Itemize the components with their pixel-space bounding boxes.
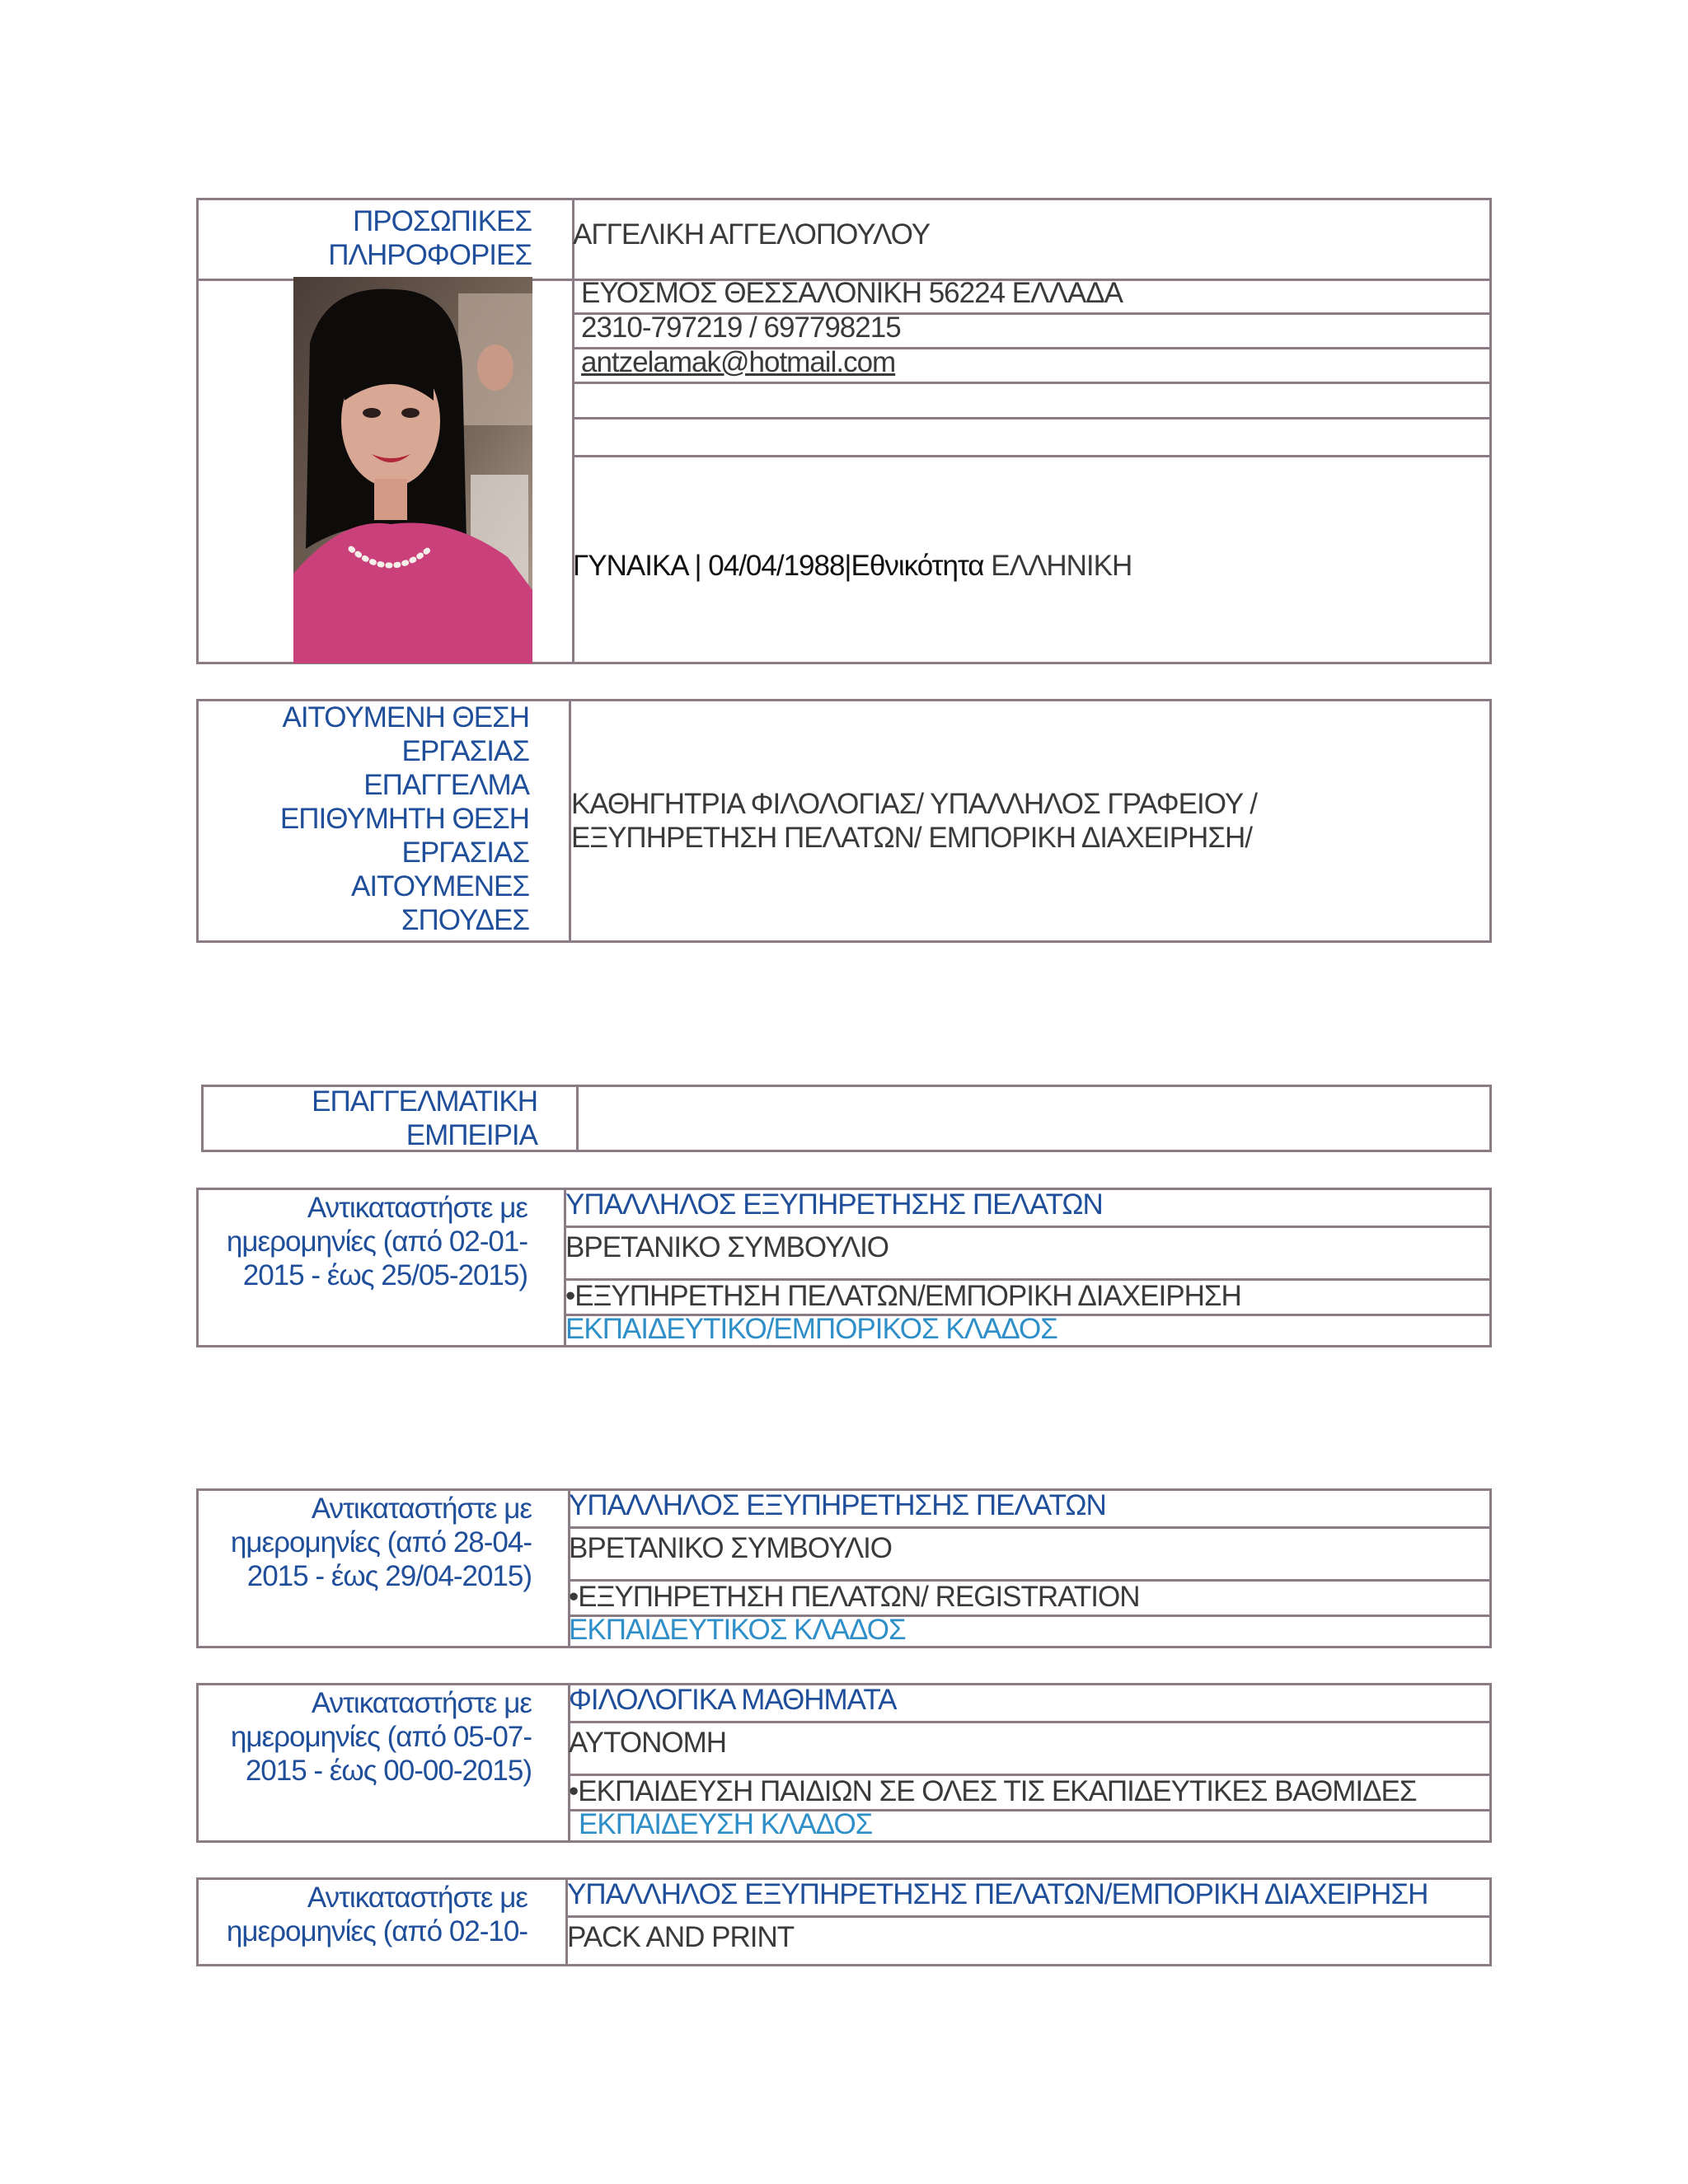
experience-label-line: ΕΜΠΕΙΡΙΑ <box>406 1119 537 1151</box>
job-title: ΥΠΑΛΛΗΛΟΣ ΕΞΥΠΗΡΕΤΗΣΗΣ ΠΕΛΑΤΩΝ/ΕΜΠΟΡΙΚΗ ΔΙΑΧΕΙΡΗΣΗ <box>567 1878 1428 1910</box>
job-dates <box>198 1686 532 1788</box>
job-title: ΥΠΑΛΛΗΛΟΣ ΕΞΥΠΗΡΕΤΗΣΗΣ ΠΕΛΑΤΩΝ <box>565 1188 1103 1221</box>
job-employer: ΒΡΕΤΑΝΙΚΟ ΣΥΜΒΟΥΛΙΟ <box>565 1231 889 1263</box>
job-employer: ΑΥΤΟΝΟΜΗ <box>569 1727 726 1759</box>
experience-label-line: ΕΠΑΓΓΕΛΜΑΤΙΚΗ <box>312 1085 537 1118</box>
profile-photo <box>293 277 532 663</box>
job-dates-line: ημερομηνίες (από 02-10- <box>226 1915 528 1947</box>
profile-photo-drawing <box>293 277 532 663</box>
position-label-line: ΕΠΙΘΥΜΗΤΗ ΘΕΣΗ <box>279 803 529 835</box>
job-dates <box>198 1191 528 1292</box>
job-dates-line: ημερομηνίες (από 02-01- <box>226 1226 528 1258</box>
job-dates-line: Αντικαταστήστε με <box>307 1192 528 1224</box>
position-label-line: ΑΙΤΟΥΜΕΝΕΣ <box>350 870 529 902</box>
address: ΕΥΟΣΜΟΣ ΘΕΣΣΑΛΟΝΙΚΗ 56224 ΕΛΛΑΔΑ <box>581 277 1123 309</box>
position-value-line: ΚΑΘΗΓΗΤΡΙΑ ΦΙΛΟΛΟΓΙΑΣ/ ΥΠΑΛΛΗΛΟΣ ΓΡΑΦΕΙΟΥ / <box>571 788 1257 820</box>
job-sector: ΕΚΠΑΙΔΕΥΤΙΚΟΣ ΚΛΑΔΟΣ <box>569 1614 906 1646</box>
job-dates <box>198 1881 528 1948</box>
nationality: ΕΛΛΗΝΙΚΗ <box>991 550 1132 582</box>
job-dates-line: Αντικαταστήστε με <box>311 1687 532 1719</box>
personal-info-label: ΠΡΟΣΩΠΙΚΕΣ ΠΛΗΡΟΦΟΡΙΕΣ <box>328 205 532 271</box>
full-name: ΑΓΓΕΛΙΚΗ ΑΓΓΕΛΟΠΟΥΛΟΥ <box>573 218 931 251</box>
job-employer: ΒΡΕΤΑΝΙΚΟ ΣΥΜΒΟΥΛΙΟ <box>569 1532 893 1564</box>
job-dates-line: Αντικαταστήστε με <box>311 1493 532 1525</box>
position-label <box>206 701 529 937</box>
gender-dob: ΓΥΝΑΙΚΑ | 04/04/1988| <box>573 550 851 582</box>
phone: 2310-797219 / 697798215 <box>581 312 901 344</box>
job-title: ΦΙΛΟΛΟΓΙΚΑ ΜΑΘΗΜΑΤΑ <box>569 1684 897 1716</box>
email-link[interactable]: antzelamak@hotmail.com <box>581 346 896 378</box>
position-label-line: ΕΠΑΓΓΕΛΜΑ <box>363 769 529 801</box>
job-dates-line: 2015 - έως 25/05-2015) <box>242 1259 528 1291</box>
job-title: ΥΠΑΛΛΗΛΟΣ ΕΞΥΠΗΡΕΤΗΣΗΣ ΠΕΛΑΤΩΝ <box>569 1489 1106 1521</box>
job-duties: •ΕΚΠΑΙΔΕΥΣΗ ΠΑΙΔΙΩΝ ΣΕ ΟΛΕΣ ΤΙΣ ΕΚΑΠΙΔΕΥΤΙΚΕΣ ΒΑΘΜΙΔΕΣ <box>569 1775 1417 1807</box>
position-label-line: ΕΡΓΑΣΙΑΣ <box>401 837 529 869</box>
job-dates-line: Αντικαταστήστε με <box>307 1882 528 1914</box>
gender-dob-nationality <box>573 549 1132 583</box>
job-sector: ΕΚΠΑΙΔΕΥΣΗ ΚΛΑΔΟΣ <box>579 1808 873 1840</box>
job-employer: PACK AND PRINT <box>567 1921 795 1953</box>
job-dates-line: 2015 - έως 00-00-2015) <box>245 1755 532 1787</box>
job-dates-line: ημερομηνίες (από 28-04- <box>230 1526 532 1558</box>
position-label-line: ΣΠΟΥΔΕΣ <box>401 904 529 936</box>
job-dates <box>198 1492 532 1593</box>
position-value-line: ΕΞΥΠΗΡΕΤΗΣΗ ΠΕΛΑΤΩΝ/ ΕΜΠΟΡΙΚΗ ΔΙΑΧΕΙΡΗΣΗ/ <box>571 822 1252 854</box>
nationality-label: Εθνικότητα <box>851 550 984 582</box>
job-sector: ΕΚΠΑΙΔΕΥΤΙΚΟ/ΕΜΠΟΡΙΚΟΣ ΚΛΑΔΟΣ <box>565 1313 1057 1345</box>
position-label-line: ΕΡΓΑΣΙΑΣ <box>401 735 529 767</box>
job-dates-line: ημερομηνίες (από 05-07- <box>230 1721 532 1753</box>
experience-label <box>247 1085 537 1152</box>
position-label-line: ΑΙΤΟΥΜΕΝΗ ΘΕΣΗ <box>282 701 529 733</box>
job-duties: •ΕΞΥΠΗΡΕΤΗΣΗ ΠΕΛΑΤΩΝ/ REGISTRATION <box>569 1581 1140 1613</box>
job-dates-line: 2015 - έως 29/04-2015) <box>246 1560 532 1592</box>
position-value <box>571 787 1257 855</box>
job-duties: •ΕΞΥΠΗΡΕΤΗΣΗ ΠΕΛΑΤΩΝ/ΕΜΠΟΡΙΚΗ ΔΙΑΧΕΙΡΗΣΗ <box>565 1280 1241 1312</box>
